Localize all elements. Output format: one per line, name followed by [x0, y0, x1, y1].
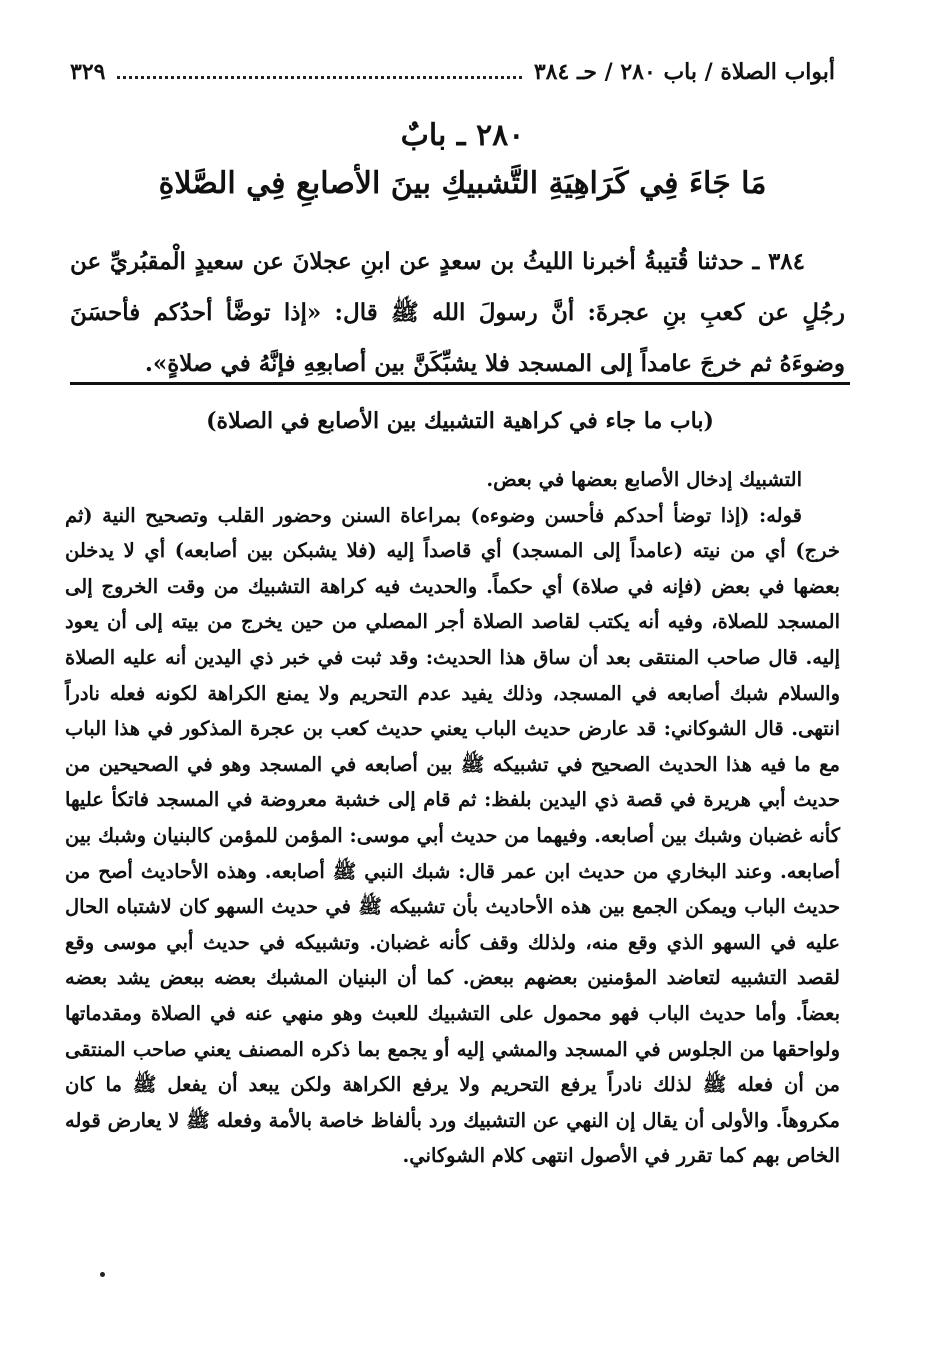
commentary-definition: التشبيك إدخال الأصابع بعضها في بعض.	[486, 468, 802, 491]
page-number: ٣٢٩	[70, 59, 106, 85]
hadith-text: ٣٨٤ ـ حدثنا قُتيبةُ أخبرنا الليثُ بن سعدٍ عن ابنِ عجلانَ عن سعيدٍ الْمقبُريِّ عن رجُلٍ عن كعبِ بنِ عجرةَ: أنَّ رسولَ الله ﷺ قال: «إذا توضَّأ أحدُكم فأحسَنَ وضوءَهُ ثم خرجَ عامداً إلى المسجد فلا يشبِّكَنَّ بين أصابعِهِ فإنَّهُ في صلاةٍ».	[70, 248, 845, 377]
stray-mark	[100, 1272, 105, 1277]
running-head-title: أبواب الصلاة / باب ٢٨٠ / حـ ٣٨٤	[533, 59, 835, 85]
running-head	[70, 54, 835, 90]
commentary-body: قوله: (إذا توضأ أحدكم فأحسن وضوءه) بمراعاة السنن وحضور القلب وتصحيح النية (ثم خرج) أي من نيته (عامداً إلى المسجد) أي قاصداً إليه (فلا يشبكن بين أصابعه) أي لا يدخلن بعضها في بعض (فإنه في صلاة) أي حكماً. والحديث فيه كراهة التشبيك من وقت الخروج إلى المسجد للصلاة، وفيه أنه يكتب لقاصد الصلاة أجر المصلي من حين يخرج من بيته إلى أن يعود إليه. قال صاحب المنتقى بعد أن ساق هذا الحديث: وقد ثبت في خبر ذي اليدين أنه عليه الصلاة والسلام شبك أصابعه في المسجد، وذلك يفيد عدم التحريم ولا يمنع الكراهة لكونه فعله نادراً انتهى. قال الشوكاني: قد عارض حديث الباب يعني حديث كعب بن عجرة المذكور في هذا الباب مع ما فيه هذا الحديث الصحيح في تشبيكه ﷺ بين أصابعه في المسجد وهو في الصحيحين من حديث أبي هريرة في قصة ذي اليدين بلفظ: ثم قام إلى خشبة معروضة في المسجد فاتكأ عليها كأنه غضبان وشبك بين أصابعه. وفيهما من حديث أبي موسى: المؤمن للمؤمن كالبنيان وشبك بين أصابعه. وعند البخاري من حديث ابن عمر قال: شبك النبي ﷺ أصابعه. وهذه الأحاديث أصح من حديث الباب ويمكن الجمع بين هذه الأحاديث بأن تشبيكه ﷺ في حديث السهو كان لاشتباه الحال عليه في السهو الذي وقع منه، ولذلك وقف كأنه غضبان. وتشبيكه في حديث أبي موسى وقع لقصد التشبيه لتعاضد المؤمنين بعضهم ببعض. كما أن البنيان المشبك بعضه ببعض يشد بعضه بعضاً. وأما حديث الباب فهو محمول على التشبيك للعبث وهو منهي عنه في الصلاة ومقدماتها ولواحقها من الجلوس في المسجد والمشي إليه أو يجمع بما ذكره المصنف يعني صاحب المنتقى من أن فعله ﷺ لذلك نادراً يرفع التحريم ولا يرفع الكراهة ولكن يبعد أن يفعل ﷺ ما كان مكروهاً. والأولى أن يقال إن النهي عن التشبيك ورد بألفاظ خاصة بالأمة وفعله ﷺ لا يعارض قوله الخاص بهم كما تقرر في الأصول انتهى كلام الشوكاني.	[65, 503, 840, 1168]
chapter-title: مَا جَاءَ فِي كَرَاهِيَةِ التَّشبيكِ بينَ الأصابعِ فِي الصَّلاةِ	[158, 166, 767, 201]
chapter-number: ٢٨٠ ـ بابٌ	[400, 118, 525, 153]
section-divider	[70, 382, 850, 385]
leader-dots	[117, 76, 521, 79]
commentary-heading: (باب ما جاء في كراهية التشبيك بين الأصابع في الصلاة)	[206, 408, 714, 434]
commentary	[65, 462, 840, 1174]
